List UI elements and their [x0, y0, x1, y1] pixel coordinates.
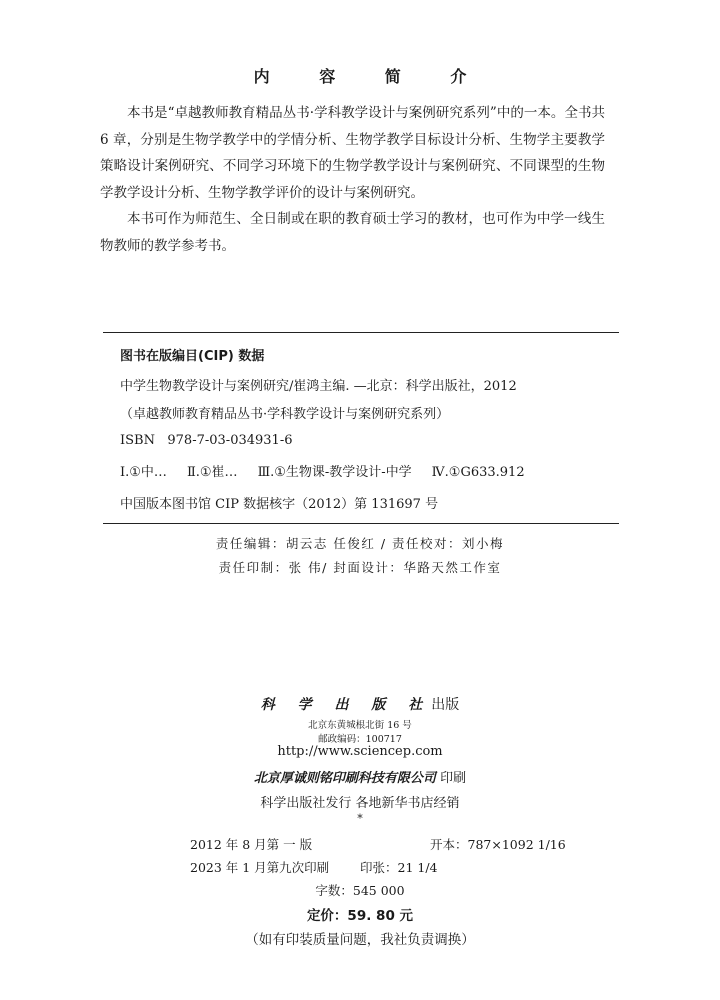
cip-classification — [120, 461, 545, 480]
cip-title-line: 中学生物教学设计与案例研究/崔鸿主编. —北京：科学出版社，2012 — [120, 379, 517, 394]
publisher-name: 科 学 出 版 社 — [260, 697, 432, 713]
intro-paragraph-1: 本书是“卓越教师教育精品丛书·学科教学设计与案例研究系列”中的一本。全书共 6 章，分别是生物学教学中的学情分析、生物学教学目标设计分析、生物学主要教学策略设计案例研究、不同学习环境下的生物学教学设计与案例研究、不同课型的生物学教学设计分析、生物学教学评价的设计与案例研究。 — [100, 105, 605, 201]
price: 定价：59. 80 元 — [306, 908, 414, 924]
credits-production: 责任印制：张 伟/ 封面设计：华路天然工作室 — [218, 560, 502, 575]
classification-3: Ⅲ.①生物课-教学设计-中学 — [257, 465, 412, 480]
printer-name: 北京厚诚则铭印刷科技有限公司 — [253, 771, 436, 786]
printing-date: 2023 年 1 月第九次印刷 — [190, 860, 330, 875]
cip-series-line: （卓越教师教育精品丛书·学科教学设计与案例研究系列） — [120, 407, 450, 422]
printed-sheets: 印张：21 1/4 — [360, 860, 438, 875]
publisher-website: http://www.sciencep.com — [277, 744, 443, 759]
isbn-number: 978-7-03-034931-6 — [167, 433, 293, 448]
quality-notice: （如有印装质量问题，我社负责调换） — [245, 932, 475, 948]
classification-1: Ⅰ.①中… — [120, 465, 167, 480]
classification-4: Ⅳ.①G633.912 — [431, 465, 525, 480]
edition-date: 2012 年 8 月第 一 版 — [190, 837, 313, 852]
publisher-address: 北京东黄城根北街 16 号 — [308, 720, 412, 731]
cip-heading: 图书在版编目(CIP) 数据 — [120, 349, 265, 364]
distribution-line: 科学出版社发行 各地新华书店经销 — [260, 796, 460, 811]
printer-suffix: 印刷 — [440, 771, 467, 786]
isbn-label: ISBN — [120, 433, 155, 448]
word-count: 字数：545 000 — [315, 883, 405, 898]
intro-paragraph-2: 本书可作为师范生、全日制或在职的教育硕士学习的教材，也可作为中学一线生物教师的教学参考书。 — [100, 211, 605, 254]
publisher-postcode: 邮政编码：100717 — [318, 734, 402, 745]
cip-data-number: 中国版本图书馆 CIP 数据核字（2012）第 131697 号 — [120, 497, 439, 512]
intro-title: 内 容 简 介 — [253, 67, 489, 86]
cip-data-block — [103, 332, 619, 524]
cip-isbn-line — [120, 433, 292, 448]
printer-line — [0, 767, 720, 786]
intro-text — [100, 100, 605, 259]
classification-2: Ⅱ.①崔… — [186, 465, 238, 480]
publisher-name-suffix: 出版 — [431, 697, 460, 713]
credits-editors: 责任编辑：胡云志 任俊红 / 责任校对：刘小梅 — [215, 536, 505, 551]
book-format: 开本：787×1092 1/16 — [430, 837, 566, 852]
separator-asterisk: * — [357, 812, 363, 825]
publisher-name-line — [0, 694, 720, 714]
